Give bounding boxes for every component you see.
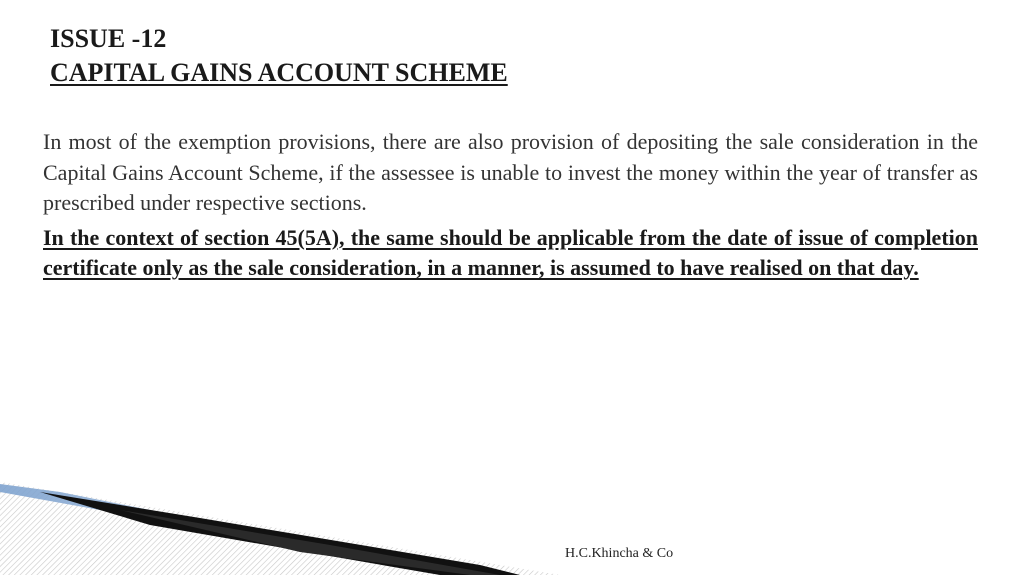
emphasis-paragraph: In the context of section 45(5A), the same should be applicable from the date of issue of completion certificate only as the sale consideration, in a manner, is assumed to have realised on that day. [43,224,978,280]
body-content [43,127,978,284]
body-paragraph: In most of the exemption provisions, there are also provision of depositing the sale consideration in the Capital Gains Account Scheme, if the assessee is unable to invest the money within the year of transfer as prescribed under respective sections. [43,129,978,215]
hatched-wedge [0,482,560,575]
footer-credit: H.C.Khincha & Co [565,546,674,561]
decorative-swoosh [0,470,1024,575]
title-block [50,22,508,90]
slide-title: CAPITAL GAINS ACCOUNT SCHEME [50,58,508,87]
issue-number: ISSUE -12 [50,24,167,53]
